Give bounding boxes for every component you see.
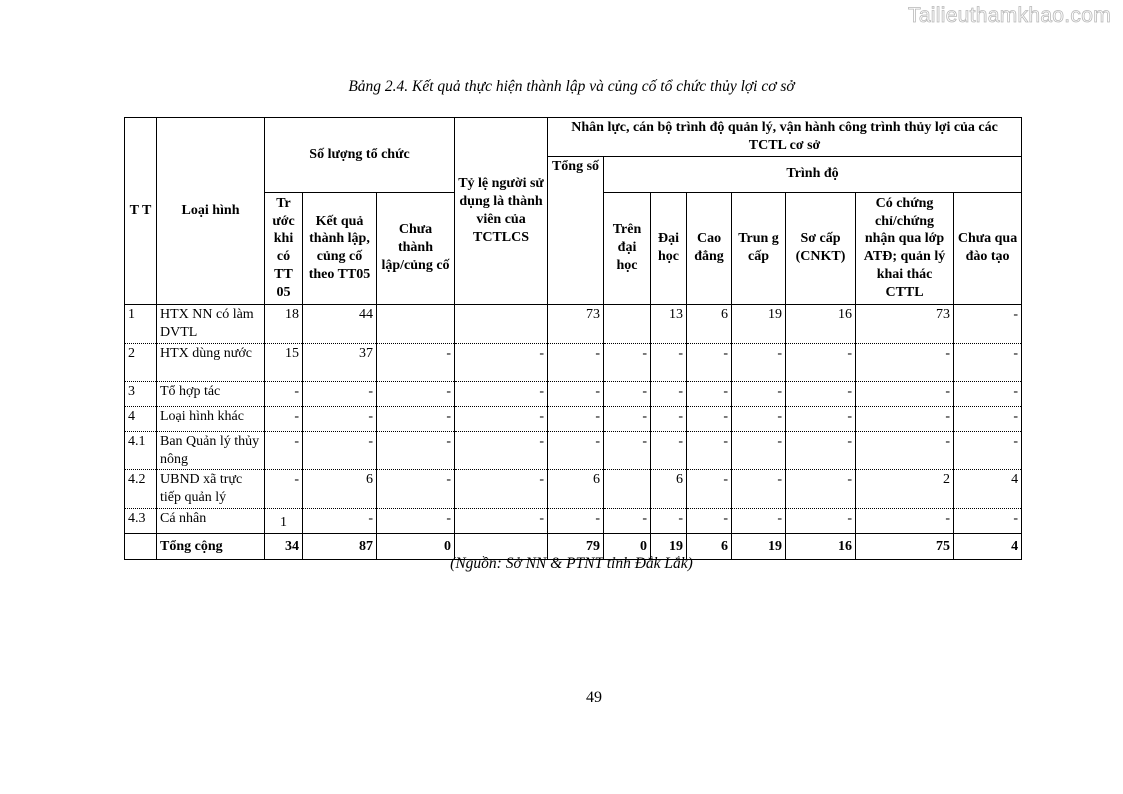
cell-chua-dt: - xyxy=(954,431,1022,470)
cell-so-cap: - xyxy=(786,509,856,534)
cell-cao-dang: - xyxy=(687,509,732,534)
header-ty-le: Tỷ lệ người sử dụng là thành viên của TCTLCS xyxy=(455,118,548,305)
cell-ket-qua: 87 xyxy=(303,534,377,560)
cell-chua-dt: - xyxy=(954,381,1022,406)
cell-chua: - xyxy=(377,509,455,534)
header-cao-dang: Cao đẳng xyxy=(687,192,732,304)
cell-tong-so: 73 xyxy=(548,304,604,343)
cell-truoc: 34 xyxy=(265,534,303,560)
cell-cao-dang: - xyxy=(687,431,732,470)
watermark: Tailieuthamkhao.com xyxy=(908,4,1111,27)
cell-so-cap: - xyxy=(786,431,856,470)
cell-loai-hinh: Ban Quản lý thủy nông xyxy=(157,431,265,470)
cell-ty-le: - xyxy=(455,381,548,406)
results-table xyxy=(124,117,1022,560)
cell-dai-hoc: - xyxy=(651,509,687,534)
source-note: (Nguồn: Sở NN & PTNT tỉnh Đắk Lắk) xyxy=(450,555,693,572)
cell-truoc: 1 xyxy=(265,509,303,534)
cell-cao-dang: - xyxy=(687,406,732,431)
cell-cao-dang: - xyxy=(687,343,732,381)
cell-cao-dang: - xyxy=(687,470,732,509)
cell-tong-so: - xyxy=(548,406,604,431)
table-row xyxy=(125,431,1022,470)
cell-ket-qua: 44 xyxy=(303,304,377,343)
cell-tren-dh: - xyxy=(604,509,651,534)
cell-so-cap: 16 xyxy=(786,304,856,343)
cell-chung-chi: - xyxy=(856,343,954,381)
header-trung-cap: Trun g cấp xyxy=(732,192,786,304)
cell-tt: 4.3 xyxy=(125,509,157,534)
cell-trung-cap: - xyxy=(732,343,786,381)
cell-chung-chi: - xyxy=(856,406,954,431)
cell-chua-dt: - xyxy=(954,406,1022,431)
cell-loai-hinh: HTX dùng nước xyxy=(157,343,265,381)
cell-tren-dh xyxy=(604,470,651,509)
cell-tt: 3 xyxy=(125,381,157,406)
cell-dai-hoc: 19 xyxy=(651,534,687,560)
header-trinh-do: Trình độ xyxy=(604,156,1022,192)
cell-ket-qua: 6 xyxy=(303,470,377,509)
cell-truoc: - xyxy=(265,381,303,406)
cell-chua: - xyxy=(377,431,455,470)
page-number: 49 xyxy=(586,689,602,706)
cell-chua xyxy=(377,304,455,343)
cell-ket-qua: 37 xyxy=(303,343,377,381)
cell-loai-hinh: Tổng cộng xyxy=(157,534,265,560)
table-row xyxy=(125,470,1022,509)
table-row xyxy=(125,509,1022,534)
cell-chung-chi: - xyxy=(856,431,954,470)
cell-tong-so: - xyxy=(548,509,604,534)
cell-trung-cap: - xyxy=(732,470,786,509)
cell-truoc: 15 xyxy=(265,343,303,381)
cell-ket-qua: - xyxy=(303,381,377,406)
cell-trung-cap: - xyxy=(732,509,786,534)
cell-chung-chi: 73 xyxy=(856,304,954,343)
cell-ty-le: - xyxy=(455,406,548,431)
cell-tren-dh: 0 xyxy=(604,534,651,560)
cell-chua: - xyxy=(377,470,455,509)
cell-ket-qua: - xyxy=(303,431,377,470)
cell-chung-chi: 75 xyxy=(856,534,954,560)
cell-tt: 4 xyxy=(125,406,157,431)
cell-ket-qua: - xyxy=(303,406,377,431)
cell-so-cap: - xyxy=(786,470,856,509)
cell-ty-le: - xyxy=(455,431,548,470)
cell-chua-dt: - xyxy=(954,343,1022,381)
header-loai-hinh: Loại hình xyxy=(157,118,265,305)
table-row xyxy=(125,381,1022,406)
cell-tt: 2 xyxy=(125,343,157,381)
cell-dai-hoc: - xyxy=(651,381,687,406)
table-caption: Bảng 2.4. Kết quả thực hiện thành lập và củng cố tổ chức thủy lợi cơ sở xyxy=(348,78,795,95)
header-tong-so: Tổng số xyxy=(548,156,604,304)
cell-tt: 4.1 xyxy=(125,431,157,470)
cell-trung-cap: - xyxy=(732,431,786,470)
header-truoc-khi: Tr ước khi có TT 05 xyxy=(265,192,303,304)
cell-so-cap: 16 xyxy=(786,534,856,560)
cell-trung-cap: 19 xyxy=(732,534,786,560)
cell-tren-dh: - xyxy=(604,381,651,406)
cell-tong-so: 6 xyxy=(548,470,604,509)
cell-so-cap: - xyxy=(786,381,856,406)
cell-dai-hoc: - xyxy=(651,406,687,431)
cell-chua: - xyxy=(377,381,455,406)
cell-tong-so: 79 xyxy=(548,534,604,560)
cell-tren-dh xyxy=(604,304,651,343)
header-tren-dai-hoc: Trên đại học xyxy=(604,192,651,304)
cell-truoc: 18 xyxy=(265,304,303,343)
cell-ty-le: - xyxy=(455,470,548,509)
cell-loai-hinh: Tổ hợp tác xyxy=(157,381,265,406)
cell-chung-chi: - xyxy=(856,381,954,406)
cell-truoc: - xyxy=(265,431,303,470)
cell-chua-dt: 4 xyxy=(954,534,1022,560)
cell-truoc: - xyxy=(265,406,303,431)
cell-ty-le: - xyxy=(455,343,548,381)
header-dai-hoc: Đại học xyxy=(651,192,687,304)
cell-chua: - xyxy=(377,343,455,381)
cell-dai-hoc: - xyxy=(651,343,687,381)
cell-tt: 4.2 xyxy=(125,470,157,509)
cell-cao-dang: - xyxy=(687,381,732,406)
cell-dai-hoc: 13 xyxy=(651,304,687,343)
table-row xyxy=(125,406,1022,431)
cell-cao-dang: 6 xyxy=(687,534,732,560)
cell-chung-chi: 2 xyxy=(856,470,954,509)
cell-loai-hinh: Loại hình khác xyxy=(157,406,265,431)
cell-chua: 0 xyxy=(377,534,455,560)
cell-chung-chi: - xyxy=(856,509,954,534)
cell-truoc: - xyxy=(265,470,303,509)
cell-ty-le: - xyxy=(455,509,548,534)
cell-trung-cap: 19 xyxy=(732,304,786,343)
cell-loai-hinh: Cá nhân xyxy=(157,509,265,534)
table-row xyxy=(125,343,1022,381)
cell-tong-so: - xyxy=(548,381,604,406)
header-ket-qua: Kết quả thành lập, củng cố theo TT05 xyxy=(303,192,377,304)
cell-cao-dang: 6 xyxy=(687,304,732,343)
cell-chua-dt: - xyxy=(954,509,1022,534)
cell-so-cap: - xyxy=(786,406,856,431)
cell-chua: - xyxy=(377,406,455,431)
table-row xyxy=(125,304,1022,343)
cell-ty-le xyxy=(455,304,548,343)
cell-dai-hoc: 6 xyxy=(651,470,687,509)
cell-dai-hoc: - xyxy=(651,431,687,470)
header-tt: T T xyxy=(125,118,157,305)
cell-tong-so: - xyxy=(548,431,604,470)
cell-trung-cap: - xyxy=(732,406,786,431)
header-co-chung-chi: Có chứng chỉ/chứng nhận qua lớp ATĐ; quản lý khai thác CTTL xyxy=(856,192,954,304)
cell-chua-dt: - xyxy=(954,304,1022,343)
cell-tren-dh: - xyxy=(604,406,651,431)
header-so-cap: Sơ cấp (CNKT) xyxy=(786,192,856,304)
header-chua-thanh-lap: Chưa thành lập/củng cố xyxy=(377,192,455,304)
header-nhan-luc: Nhân lực, cán bộ trình độ quản lý, vận hành công trình thủy lợi của các TCTL cơ sở xyxy=(548,118,1022,157)
cell-so-cap: - xyxy=(786,343,856,381)
header-so-luong: Số lượng tổ chức xyxy=(265,118,455,193)
cell-tong-so: - xyxy=(548,343,604,381)
cell-loai-hinh: HTX NN có làm DVTL xyxy=(157,304,265,343)
header-chua-dao-tao: Chưa qua đào tạo xyxy=(954,192,1022,304)
cell-tren-dh: - xyxy=(604,343,651,381)
cell-ket-qua: - xyxy=(303,509,377,534)
cell-loai-hinh: UBND xã trực tiếp quản lý xyxy=(157,470,265,509)
cell-chua-dt: 4 xyxy=(954,470,1022,509)
cell-trung-cap: - xyxy=(732,381,786,406)
cell-tren-dh: - xyxy=(604,431,651,470)
cell-tt: 1 xyxy=(125,304,157,343)
